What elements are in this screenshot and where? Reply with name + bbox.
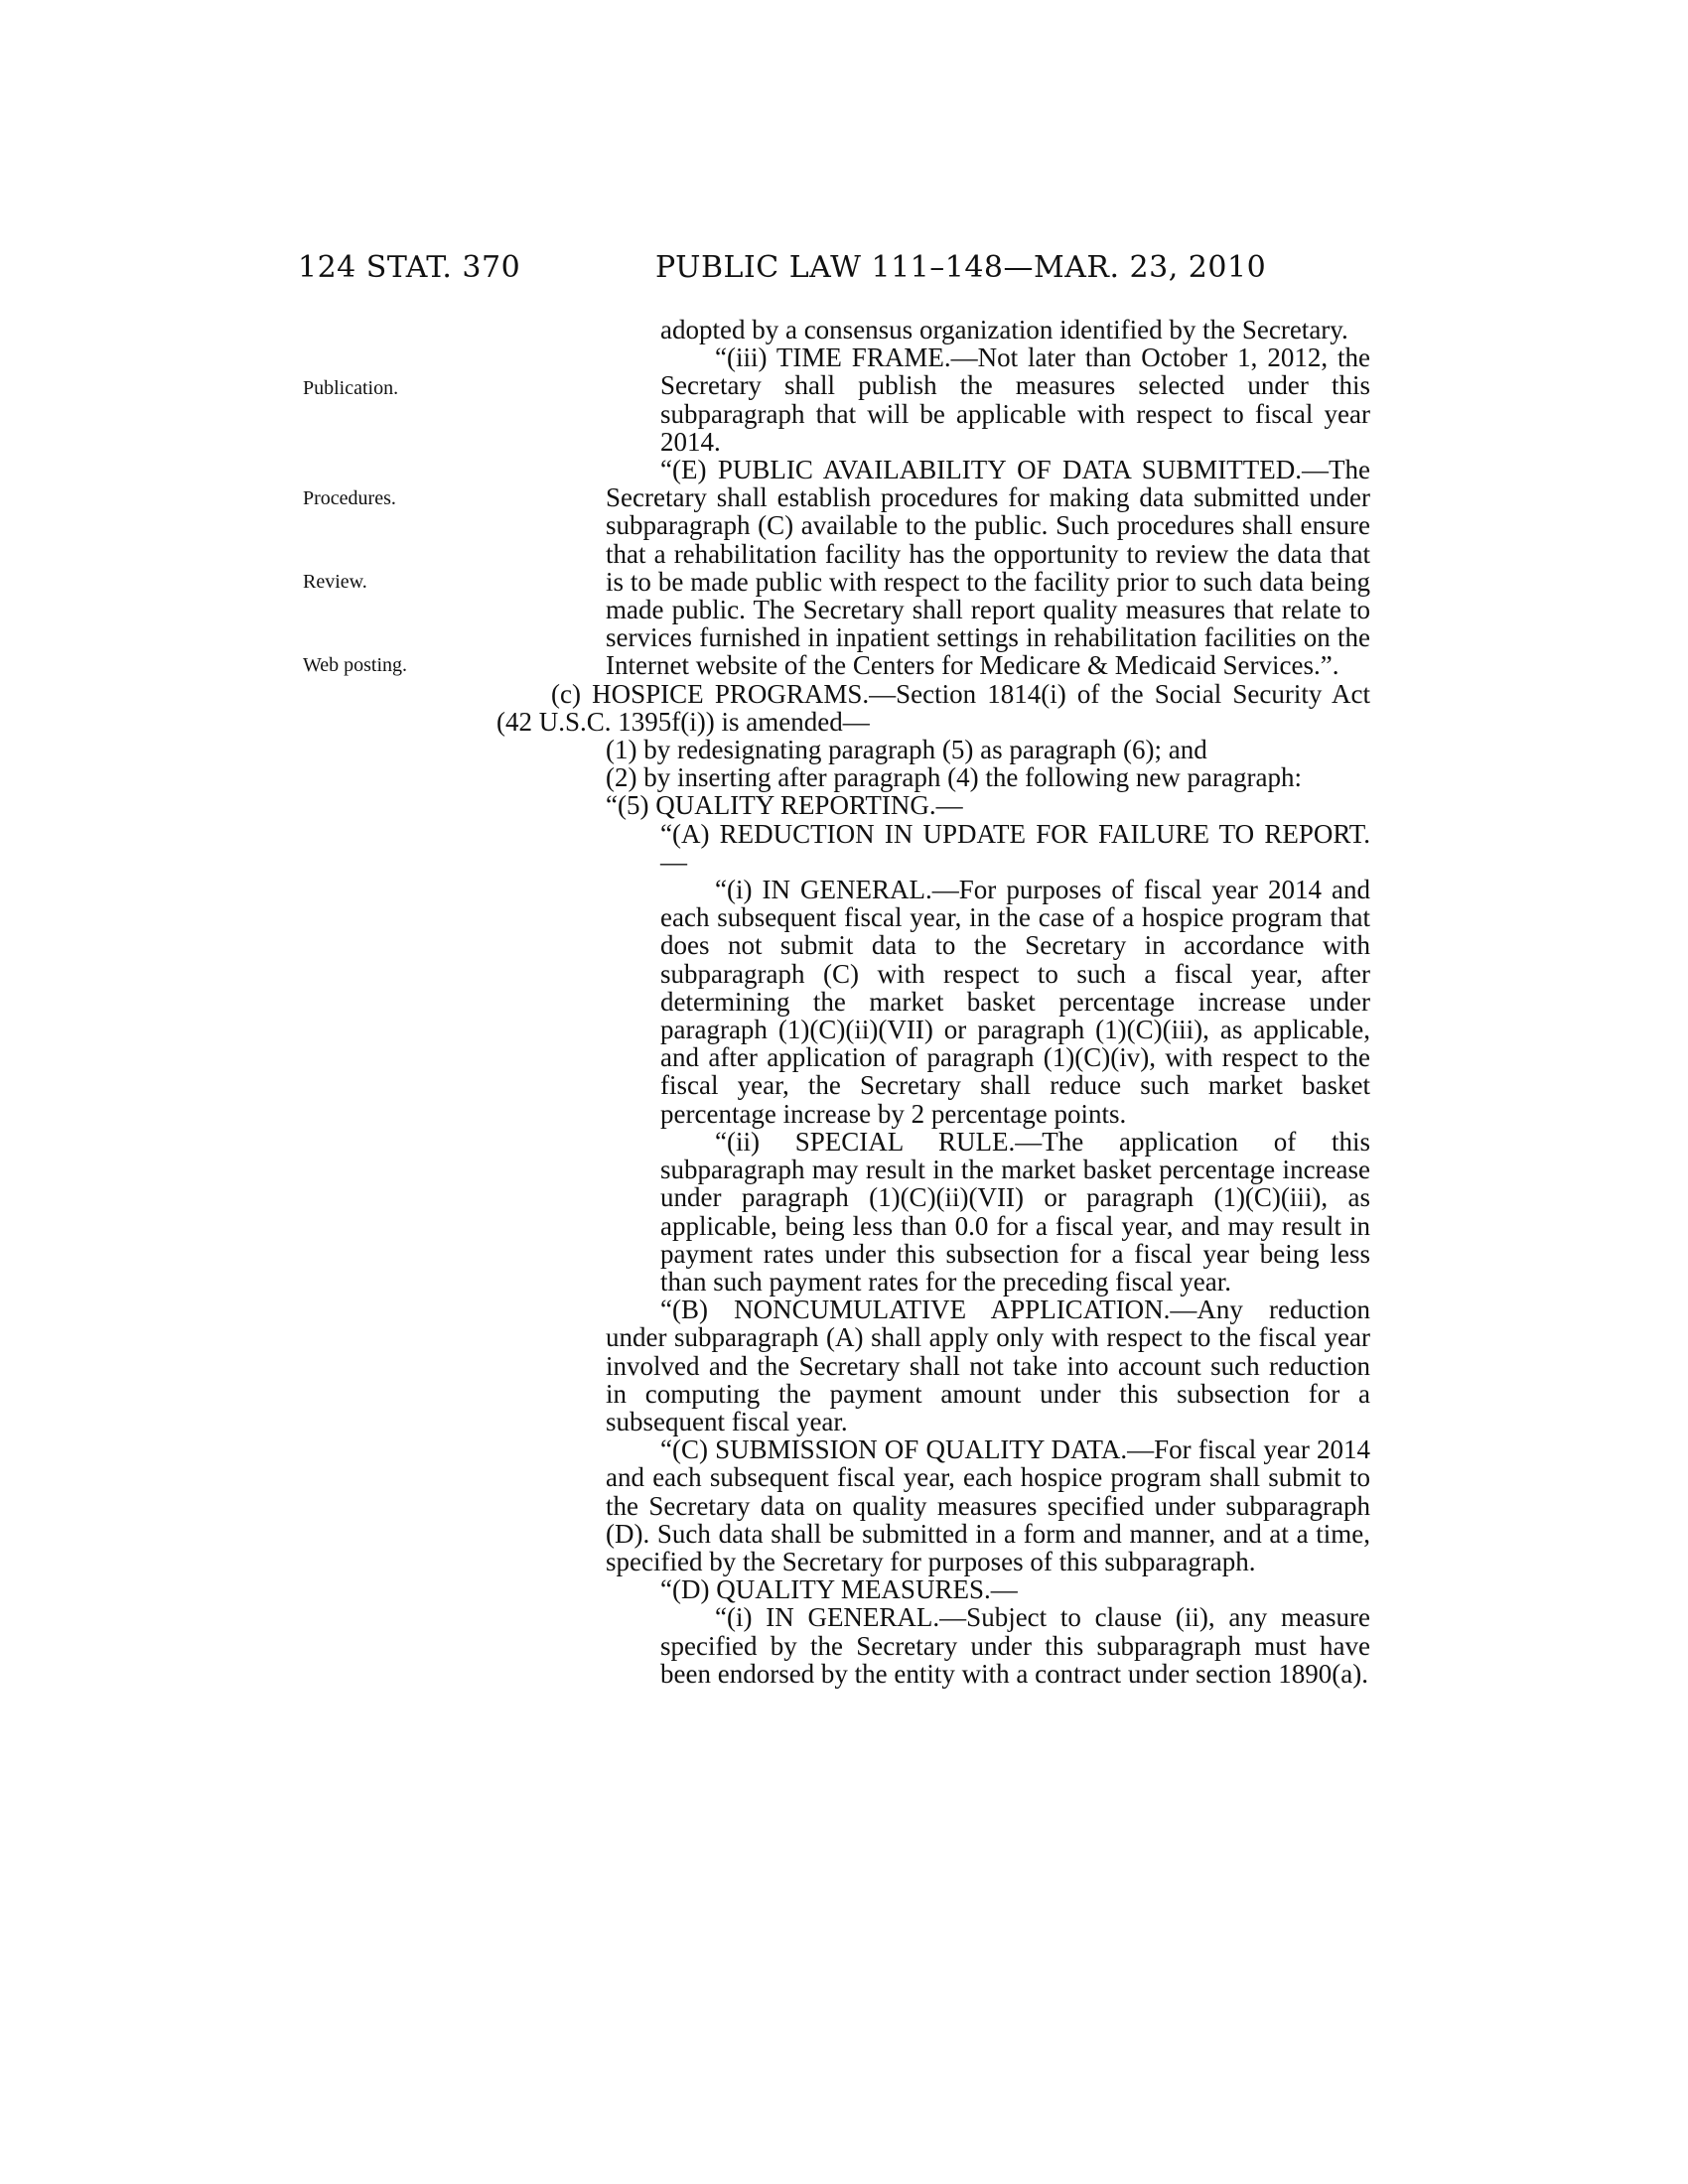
subparagraph-e-public-availability: “(E) PUBLIC AVAILABILITY OF DATA SUBMITTED.—The Secretary shall establish procedures for making data submitted under subparagraph (C) available to the public. Such procedures shall ensure that a rehabilitation facility has the opportunity to review the data that is to be made public with respect to the facility prior to such data being made public. The Secretary shall report quality measures that relate to services furnished in inpatient settings in rehabilitation facilities on the Internet website of the Centers for Medicare & Medicaid Services.”.	[606, 455, 1370, 681]
clause-i-in-general: “(i) IN GENERAL.—For purposes of fiscal year 2014 and each subsequent fiscal year, in the case of a hospice program that does not submit data to the Secretary in accordance with subparagraph (C) with respect to such a fiscal year, after determining the market basket percentage increase under paragraph (1)(C)(ii)(VII) or paragraph (1)(C)(iii), as applicable, and after application of paragraph (1)(C)(iv), with respect to the fiscal year, the Secretary shall reduce such market basket percentage increase by 2 percentage points.	[660, 875, 1370, 1129]
clause-iii-time-frame: “(iii) TIME FRAME.—Not later than October 1, 2012, the Secretary shall publish the measures selected under this subparagraph that will be applicable with respect to fiscal year 2014.	[660, 342, 1370, 457]
statute-body	[496, 316, 1370, 1688]
clause-i-in-general-measures: “(i) IN GENERAL.—Subject to clause (ii), any measure specified by the Secretary under this subparagraph must have been endorsed by the entity with a contract under section 1890(a).	[660, 1602, 1370, 1689]
margin-note-review: Review.	[303, 571, 367, 593]
margin-note-publication: Publication.	[303, 377, 399, 399]
statute-page-reference: 124 STAT. 370	[298, 250, 521, 285]
paragraph-1-redesignating: (1) by redesignating paragraph (5) as paragraph (6); and	[606, 735, 1207, 765]
subparagraph-a-reduction: “(A) REDUCTION IN UPDATE FOR FAILURE TO REPORT.—	[660, 818, 1370, 877]
subparagraph-d-quality-measures: “(D) QUALITY MEASURES.—	[660, 1574, 1018, 1605]
paragraph-5-quality-reporting: “(5) QUALITY REPORTING.—	[606, 790, 963, 821]
paragraph-continuation: adopted by a consensus organization identified by the Secretary.	[660, 315, 1348, 344]
subparagraph-c-submission: “(C) SUBMISSION OF QUALITY DATA.—For fiscal year 2014 and each subsequent fiscal year, each hospice program shall submit to the Secretary data on quality measures specified under subparagraph (D). Such data shall be submitted in a form and manner, and at a time, specified by the Secretary for purposes of this subparagraph.	[606, 1434, 1370, 1576]
margin-note-procedures: Procedures.	[303, 487, 396, 509]
running-header-title: PUBLIC LAW 111–148—MAR. 23, 2010	[655, 250, 1267, 285]
margin-note-web-posting: Web posting.	[303, 654, 408, 676]
subparagraph-b-noncumulative: “(B) NONCUMULATIVE APPLICATION.—Any reduction under subparagraph (A) shall apply only with respect to the fiscal year involved and the Secretary shall not take into account such reduction in computing the payment amount under this subsection for a subsequent fiscal year.	[606, 1295, 1370, 1436]
paragraph-2-inserting: (2) by inserting after paragraph (4) the following new paragraph:	[606, 762, 1302, 793]
subsection-c-hospice-programs: (c) HOSPICE PROGRAMS.—Section 1814(i) of the Social Security Act (42 U.S.C. 1395f(i)) is amended—	[496, 678, 1370, 737]
clause-ii-special-rule: “(ii) SPECIAL RULE.—The application of this subparagraph may result in the market basket percentage increase under paragraph (1)(C)(ii)(VII) or paragraph (1)(C)(iii), as applicable, being less than 0.0 for a fiscal year, and may result in payment rates under this subsection for a fiscal year being less than such payment rates for the preceding fiscal year.	[660, 1126, 1370, 1297]
